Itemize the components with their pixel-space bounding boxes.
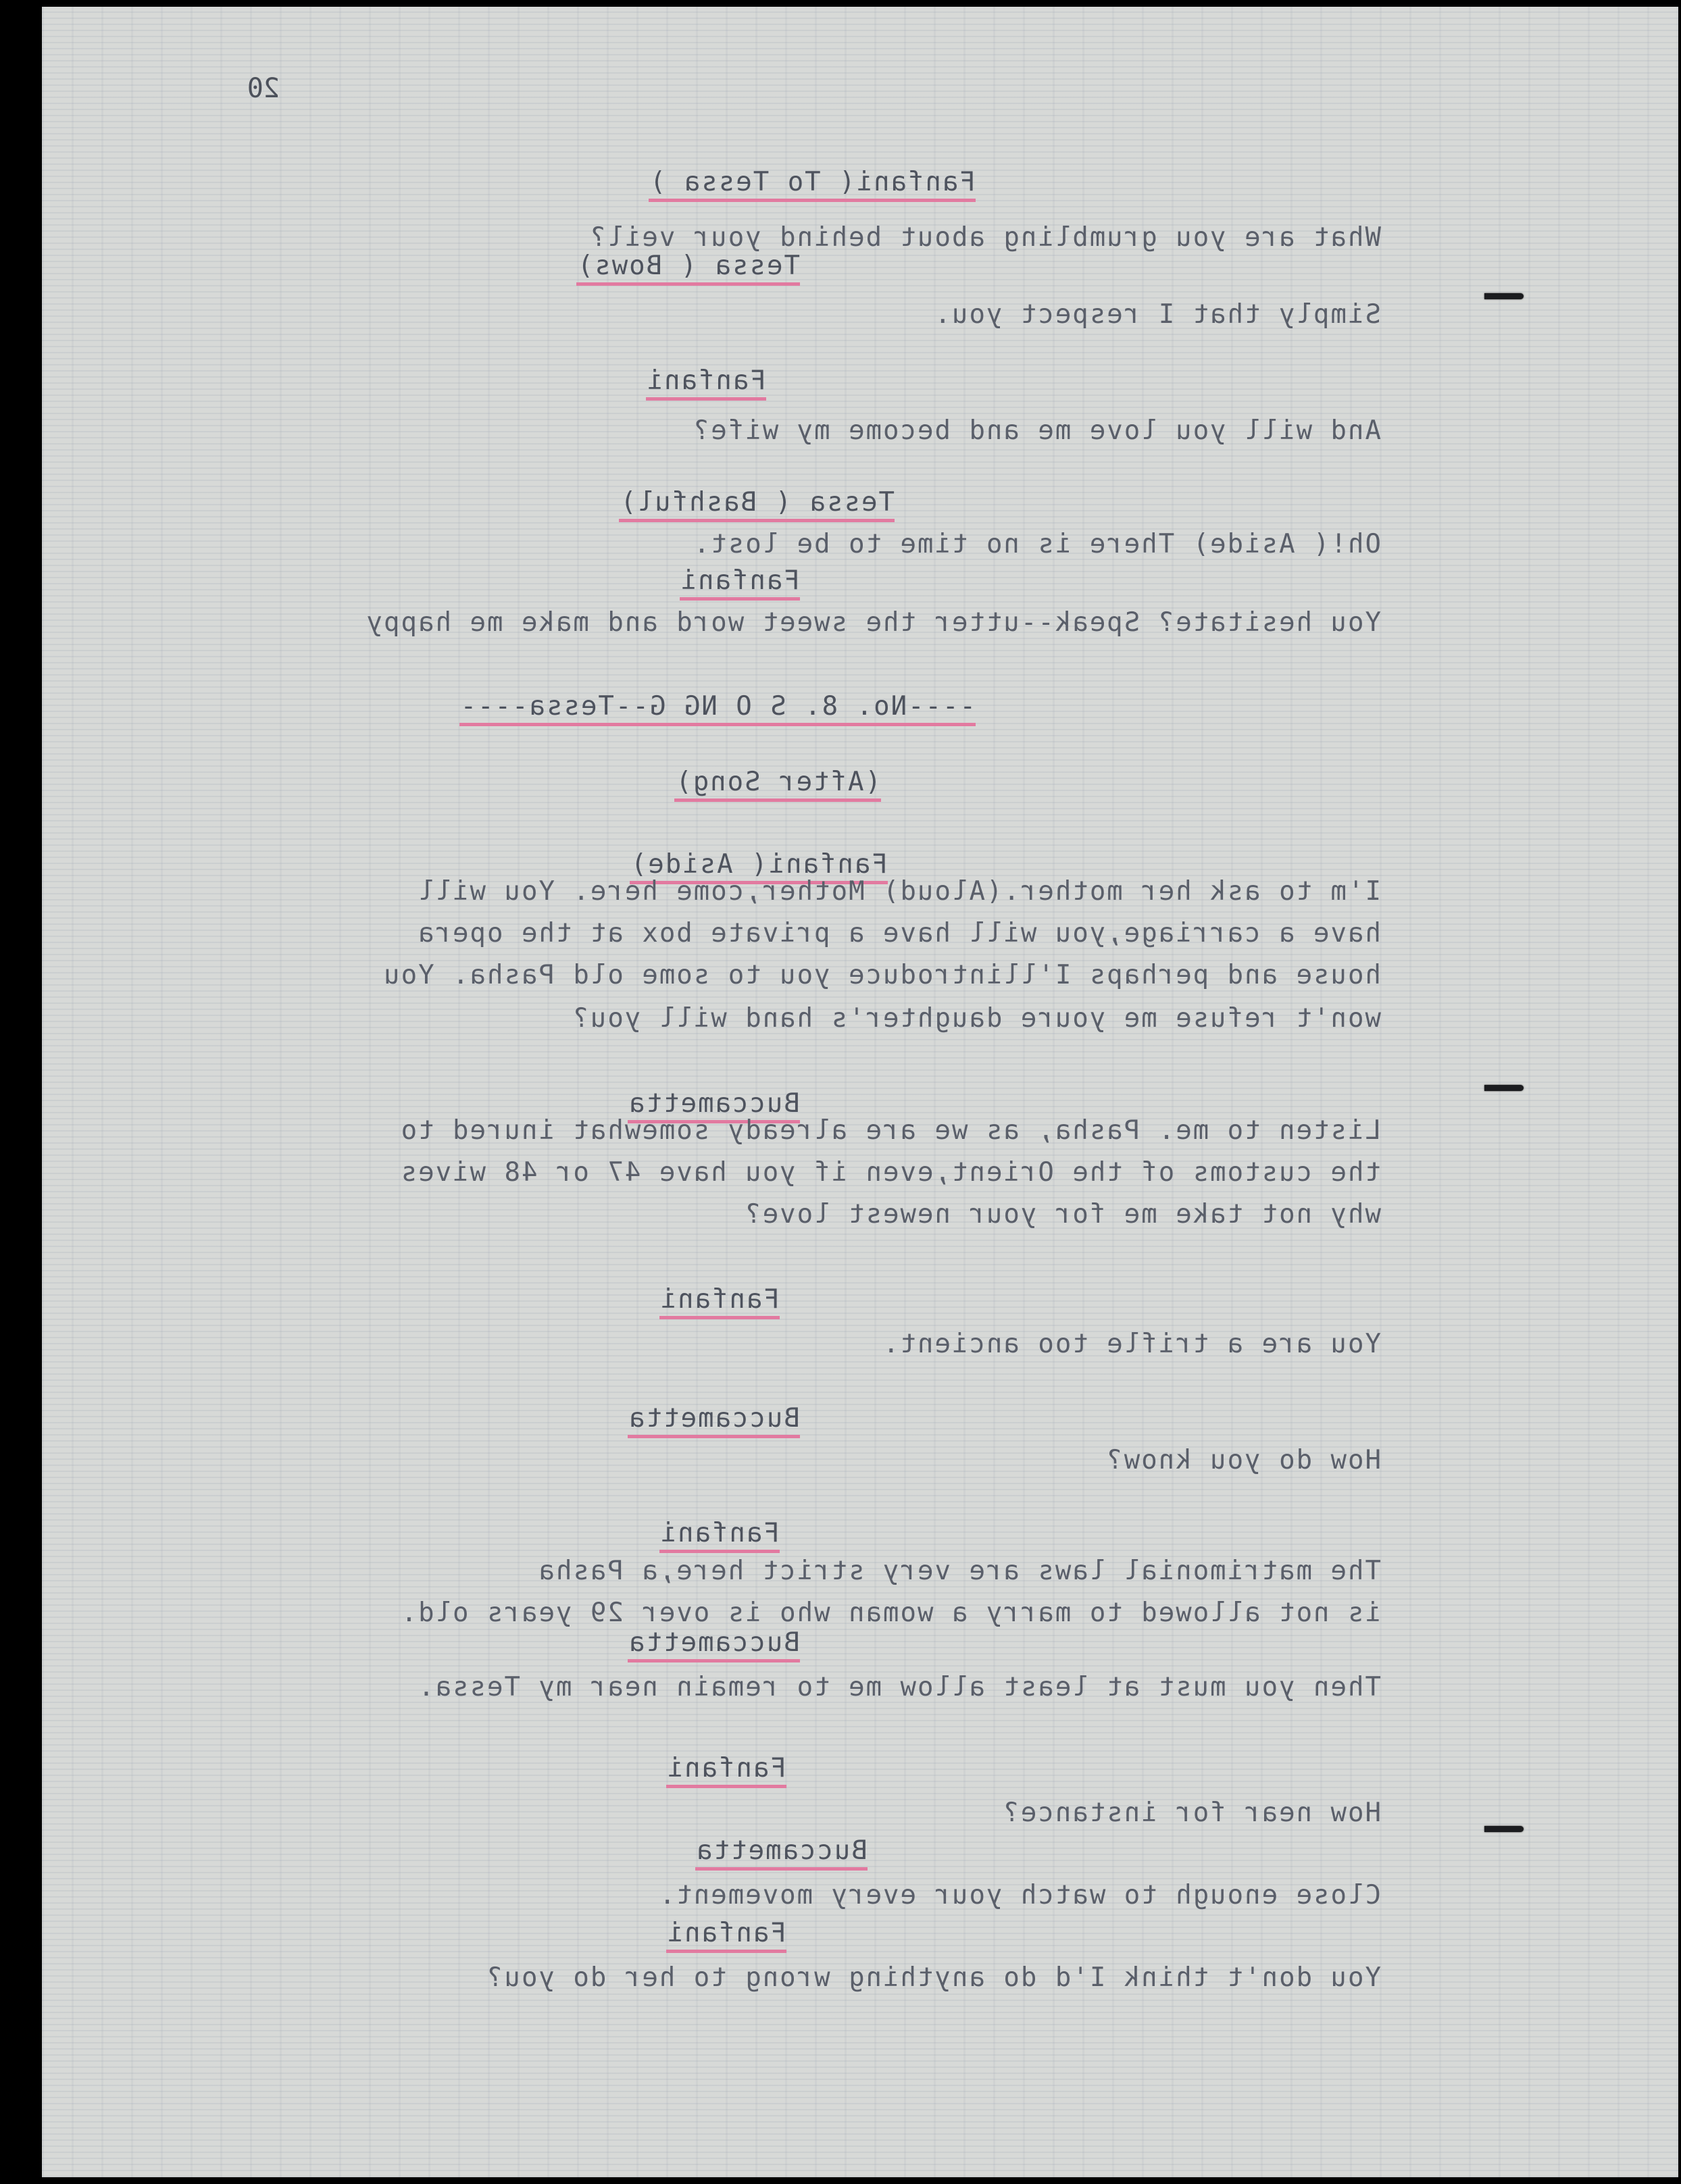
speaker-name-text: Tessa ( Bows) (576, 251, 800, 286)
dialogue-text: Simply that I respect you. (933, 299, 1381, 330)
speaker-heading (659, 1517, 780, 1550)
dialogue-line (400, 1115, 1381, 1147)
dialogue-line (693, 415, 1381, 447)
speaker-heading (628, 1402, 800, 1435)
dialogue-line (934, 299, 1381, 331)
dialogue-line (658, 1879, 1381, 1912)
dialogue-line (366, 607, 1381, 639)
dialogue-text: How do you know? (1105, 1445, 1381, 1475)
speaker-heading (628, 1627, 800, 1659)
speaker-heading (619, 486, 895, 519)
dialogue-text: house and perhaps I'llintroduce you to some old Pasha. You (382, 960, 1381, 990)
dialogue-text: The matrimonial laws are very strict here,a Pasha (537, 1556, 1381, 1586)
speaker-heading (695, 1835, 868, 1867)
speaker-name-text: Fanfani (666, 1918, 786, 1953)
speaker-heading (659, 1284, 780, 1316)
dialogue-text: How near for instance? (1002, 1798, 1381, 1828)
speaker-heading (576, 250, 800, 282)
page-number: 20 (247, 73, 280, 104)
speaker-heading (666, 1917, 786, 1950)
speaker-heading (646, 365, 766, 397)
dialogue-line (417, 1671, 1381, 1704)
dialogue-line (1105, 1444, 1381, 1477)
dialogue-line (882, 1328, 1381, 1361)
speaker-name-text: Tessa ( Bashful) (619, 487, 895, 522)
document-page (42, 7, 1678, 2177)
speaker-name-text: Fanfani (659, 1284, 780, 1319)
speaker-name-text: Fanfani( To Tessa ) (649, 167, 976, 202)
speaker-name-text: Fanfani (680, 565, 800, 601)
speaker-heading (459, 690, 976, 723)
dialogue-text: Oh!( Aside) There is no time to be lost. (692, 529, 1381, 559)
dialogue-line (400, 1157, 1381, 1189)
dialogue-text: You don't think I'd do anything wrong to her do you? (486, 1962, 1381, 1993)
speaker-name-text: Fanfani( Aside) (630, 849, 888, 884)
dialogue-line (417, 917, 1381, 950)
speaker-name-text: Buccametta (628, 1627, 800, 1662)
punch-hole-middle (1484, 1085, 1524, 1091)
dialogue-line (400, 1597, 1381, 1629)
dialogue-text: Then you must at least allow me to remain near my Tessa. (417, 1672, 1381, 1702)
dialogue-text: You hesitate? Speak--utter the sweet word and make me happy (365, 607, 1381, 638)
punch-hole-bottom (1484, 1826, 1524, 1832)
dialogue-line (417, 875, 1381, 908)
punch-hole-top (1484, 293, 1524, 299)
dialogue-text: why not take me for your newest love? (744, 1199, 1381, 1229)
speaker-heading (680, 565, 800, 597)
dialogue-text: What are you grumbling about behind your veil? (588, 222, 1381, 253)
dialogue-line (486, 1962, 1381, 1994)
dialogue-line (537, 1555, 1381, 1588)
dialogue-text: Listen to me. Pasha, as we are already somewhat inured to (399, 1115, 1381, 1146)
dialogue-line (382, 959, 1381, 992)
dialogue-text: have a carriage,you will have a private box at the opera (417, 918, 1381, 948)
dialogue-line (589, 222, 1381, 254)
speaker-name-text: Fanfani (646, 365, 766, 401)
dialogue-line (693, 528, 1381, 561)
dialogue-text: won't refuse me youre daughter's hand will you? (572, 1003, 1381, 1034)
speaker-name-text: ----No. 8. S O NG G--Tessa---- (459, 691, 976, 726)
speaker-name-text: Fanfani (659, 1518, 780, 1553)
speaker-name-text: Fanfani (666, 1753, 786, 1788)
speaker-name-text: (After Song) (674, 767, 881, 802)
dialogue-line (744, 1198, 1381, 1231)
dialogue-text: is not allowed to marry a woman who is over 29 years old. (399, 1598, 1381, 1628)
dialogue-text: the customs of the Orient,even if you have 47 or 48 wives (399, 1157, 1381, 1188)
speaker-heading (674, 766, 881, 798)
dialogue-line (572, 1002, 1381, 1035)
dialogue-text: I'm to ask her mother.(Aloud) Mother,come here. You will (417, 876, 1381, 907)
speaker-name-text: Buccametta (628, 1088, 800, 1123)
speaker-name-text: Buccametta (695, 1835, 868, 1871)
speaker-heading (649, 166, 976, 199)
dialogue-line (1002, 1797, 1381, 1829)
dialogue-text: You are a trifle too ancient. (882, 1329, 1381, 1359)
dialogue-text: Close enough to watch your every movement. (657, 1880, 1381, 1910)
speaker-heading (666, 1752, 786, 1785)
speaker-name-text: Buccametta (628, 1403, 800, 1438)
dialogue-text: And will you love me and become my wife? (692, 415, 1381, 446)
mirrored-typescript (42, 7, 1678, 2177)
